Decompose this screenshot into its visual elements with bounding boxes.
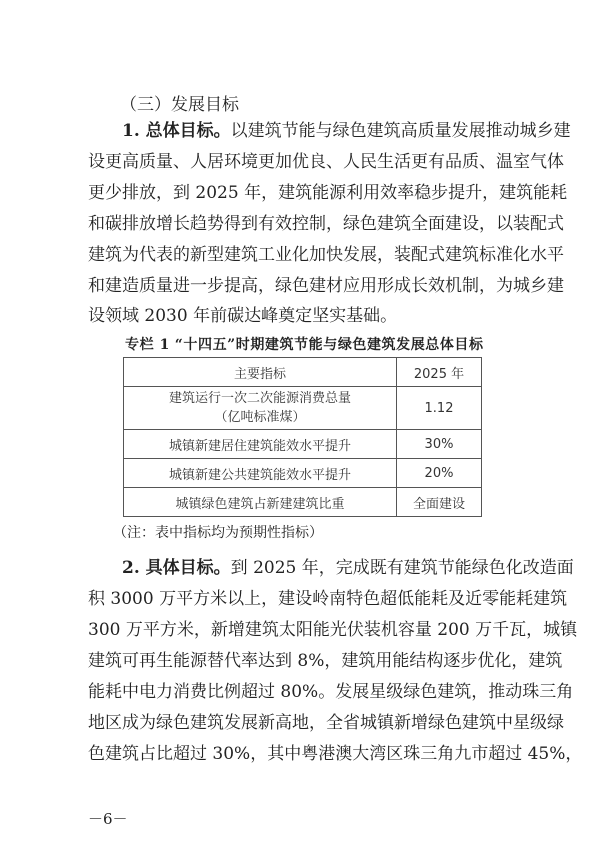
page-number: －6－ (88, 810, 128, 828)
table-row (124, 459, 482, 488)
para1-line: 设更高质量、人居环境更加优良、人民生活更有品质、温室气体 (88, 152, 564, 172)
table-note: （注：表中指标均为预期性指标） (113, 525, 323, 541)
para1-line: 和建造质量进一步提高，绿色建材应用形成长效机制，为城乡建 (88, 276, 564, 296)
para1-line: 和碳排放增长趋势得到有效控制，绿色建筑全面建设，以装配式 (88, 214, 564, 234)
goals-table (123, 357, 482, 517)
table-caption: 专栏 1 “十四五”时期建筑节能与绿色建筑发展总体目标 (125, 337, 483, 353)
indicator-cell: 城镇新建公共建筑能效水平提升 (124, 459, 397, 488)
indicator-cell: 城镇绿色建筑占新建建筑比重 (124, 488, 397, 517)
para2-label: 2. 具体目标。 (122, 558, 231, 578)
para2-line: 建筑可再生能源替代率达到 8%，建筑用能结构逐步优化，建筑 (88, 651, 563, 671)
section-heading: （三）发展目标 (120, 95, 239, 115)
header-year: 2025 年 (397, 358, 482, 387)
para1-line: 建筑为代表的新型建筑工业化加快发展，装配式建筑标准化水平 (88, 245, 564, 265)
indicator-text: 建筑运行一次二次能源消费总量 (168, 391, 351, 406)
para2-line (88, 558, 574, 578)
para1-label: 1. 总体目标。 (122, 121, 231, 141)
table-row (124, 387, 482, 430)
table-row (124, 430, 482, 459)
para2-line: 色建筑占比超过 30%，其中粤港澳大湾区珠三角九市超过 45%， (88, 744, 583, 764)
para1-line: 更少排放，到 2025 年，建筑能源利用效率稳步提升，建筑能耗 (88, 183, 568, 203)
indicator-cell (124, 387, 397, 430)
para2-line: 能耗中电力消费比例超过 80%。发展星级绿色建筑，推动珠三角 (88, 682, 574, 702)
indicator-unit: （亿吨标准煤） (214, 410, 306, 425)
table-header-row (124, 358, 482, 387)
value-cell: 全面建设 (397, 488, 482, 517)
value-cell: 20% (397, 459, 482, 488)
para1-line (88, 121, 571, 141)
para2-line: 300 万平方米，新增建筑太阳能光伏装机容量 200 万千瓦，城镇 (88, 620, 578, 640)
header-indicator: 主要指标 (124, 358, 397, 387)
value-cell: 1.12 (397, 387, 482, 430)
para2-text: 到 2025 年，完成既有建筑节能绿色化改造面 (230, 558, 574, 578)
para2-line: 积 3000 万平方米以上，建设岭南特色超低能耗及近零能耗建筑 (88, 589, 568, 609)
table-row (124, 488, 482, 517)
para2-line: 地区成为绿色建筑发展新高地，全省城镇新增绿色建筑中星级绿 (88, 713, 564, 733)
value-cell: 30% (397, 430, 482, 459)
para1-text: 以建筑节能与绿色建筑高质量发展推动城乡建 (230, 121, 571, 141)
indicator-cell: 城镇新建居住建筑能效水平提升 (124, 430, 397, 459)
para1-line: 设领域 2030 年前碳达峰奠定坚实基础。 (88, 306, 398, 326)
